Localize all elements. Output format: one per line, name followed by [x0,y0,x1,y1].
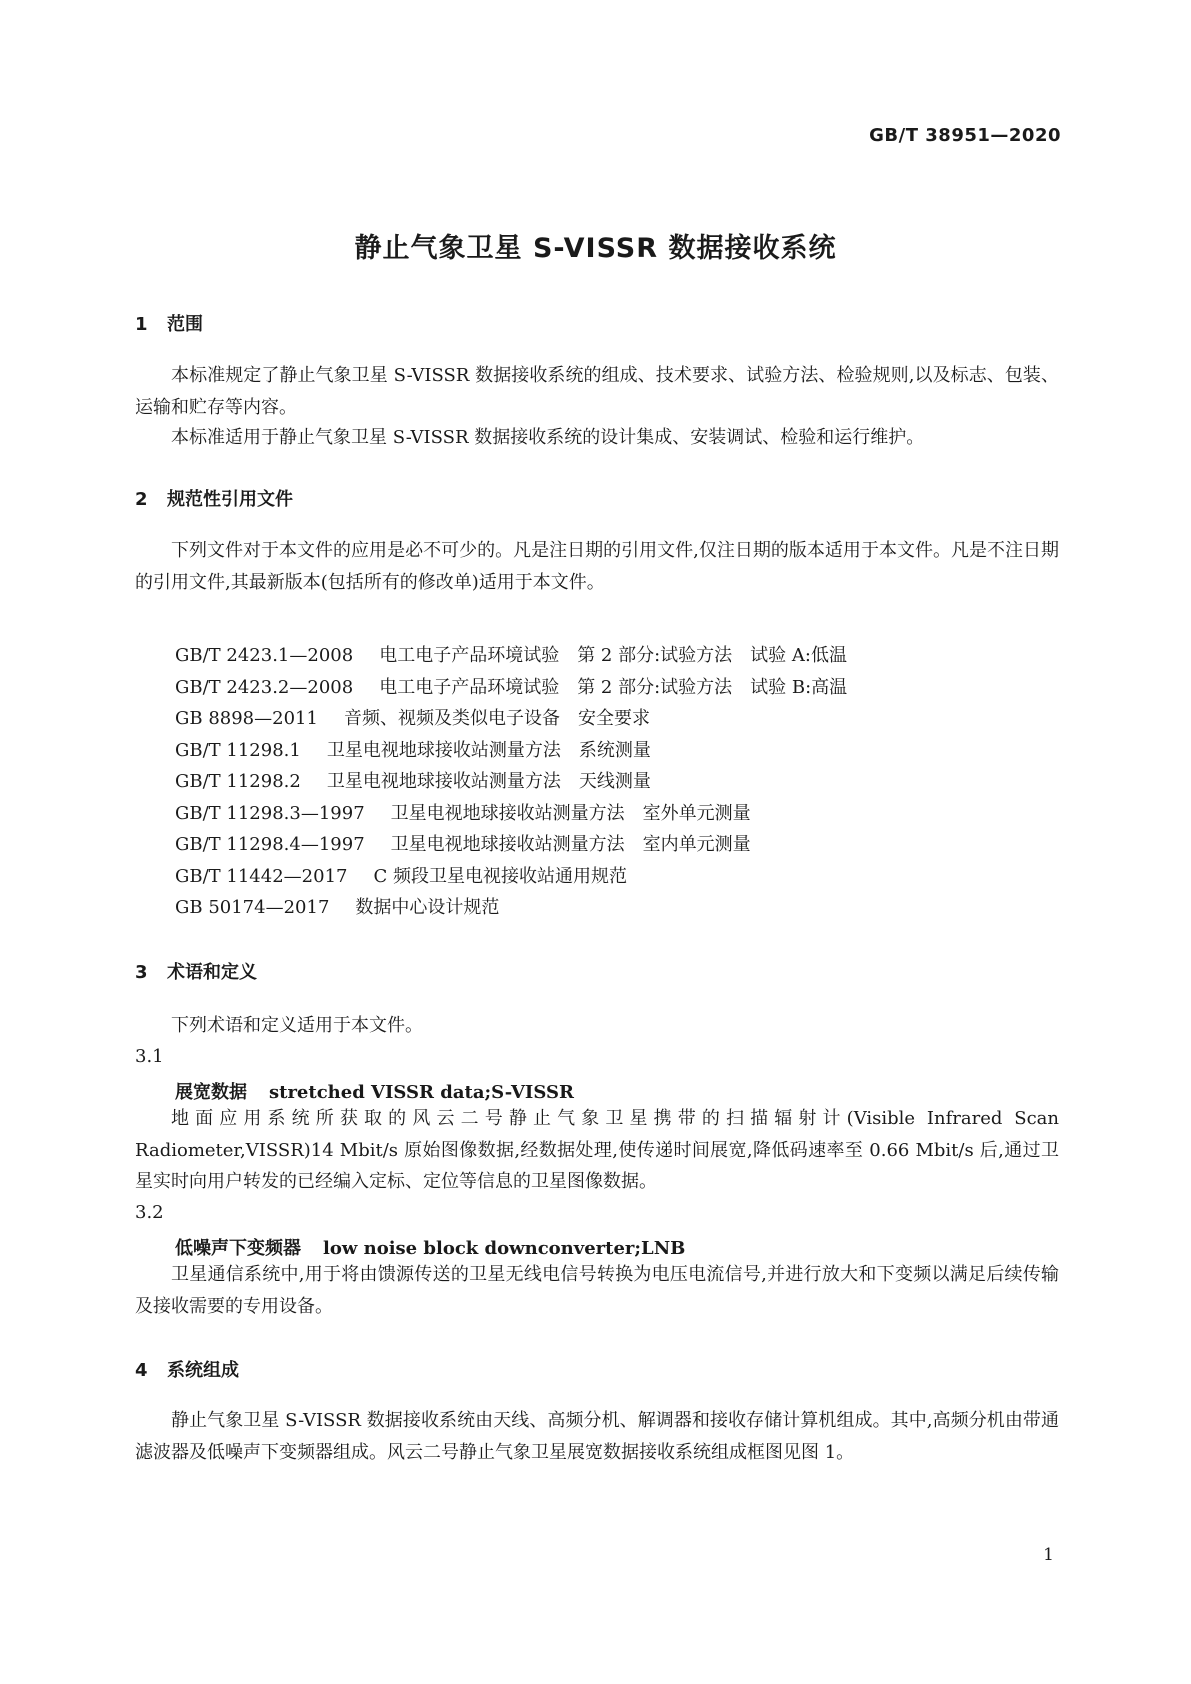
reference-item [175,829,847,861]
reference-title: 电工电子产品环境试验 第 2 部分:试验方法 试验 A:低温 [379,645,847,666]
term-heading [175,1078,574,1104]
reference-code: GB/T 11298.3—1997 [175,802,365,824]
section-heading-2 [135,485,293,511]
paragraph: 静止气象卫星 S-VISSR 数据接收系统由天线、高频分机、解调器和接收存储计算机组成。其中,高频分机由带通滤波器及低噪声下变频器组成。风云二号静止气象卫星展宽数据接收系统组成框图见图 1。 [135,1410,1059,1463]
reference-title: 卫星电视地球接收站测量方法 系统测量 [326,739,651,761]
section-number: 3 [135,962,148,983]
section-heading-4 [135,1356,239,1382]
reference-title: 音频、视频及类似电子设备 安全要求 [343,708,650,729]
section-title: 规范性引用文件 [167,489,293,510]
term-definition: 卫星通信系统中,用于将由馈源传送的卫星无线电信号转换为电压电流信号,并进行放大和下变频以满足后续传输及接收需要的专用设备。 [135,1264,1059,1317]
document-title: 静止气象卫星 S-VISSR 数据接收系统 [354,233,837,264]
reference-item [175,735,847,767]
paragraph: 本标准适用于静止气象卫星 S-VISSR 数据接收系统的设计集成、安装调试、检验和运行维护。 [171,427,925,448]
term-name-en: stretched VISSR data;S-VISSR [269,1082,574,1103]
reference-item [175,861,847,893]
reference-item [175,766,847,798]
reference-title: C 频段卫星电视接收站通用规范 [373,865,627,887]
normative-reference-list [175,640,847,924]
reference-item [175,798,847,830]
section-number: 1 [135,314,148,335]
term-name-zh: 展宽数据 [175,1082,247,1103]
reference-item [175,640,847,672]
term-heading [175,1234,685,1260]
reference-code: GB/T 2423.2—2008 [175,676,354,698]
reference-code: GB/T 11298.1 [175,739,301,761]
section-title: 术语和定义 [167,962,257,983]
term-name-zh: 低噪声下变频器 [175,1238,301,1259]
reference-title: 电工电子产品环境试验 第 2 部分:试验方法 试验 B:高温 [379,676,848,698]
page-number: 1 [1043,1545,1054,1565]
section-heading-3 [135,958,257,984]
paragraph: 本标准规定了静止气象卫星 S-VISSR 数据接收系统的组成、技术要求、试验方法、检验规则,以及标志、包装、运输和贮存等内容。 [135,365,1059,418]
reference-title: 卫星电视地球接收站测量方法 室内单元测量 [390,834,751,855]
term-name-en: low noise block downconverter;LNB [323,1238,686,1259]
reference-code: GB 8898—2011 [175,708,318,729]
reference-item [175,892,847,924]
section-number: 2 [135,489,148,510]
section-heading-1 [135,310,203,336]
reference-title: 卫星电视地球接收站测量方法 室外单元测量 [390,802,751,824]
reference-item [175,703,847,735]
reference-code: GB 50174—2017 [175,897,330,918]
section-number: 4 [135,1360,148,1381]
reference-title: 卫星电视地球接收站测量方法 天线测量 [326,771,651,792]
reference-title: 数据中心设计规范 [355,897,500,918]
reference-code: GB/T 11298.4—1997 [175,834,365,855]
reference-code: GB/T 11442—2017 [175,865,348,887]
term-number: 3.2 [135,1202,164,1223]
reference-code: GB/T 2423.1—2008 [175,645,354,666]
standard-code: GB/T 38951—2020 [869,125,1061,146]
section-title: 系统组成 [167,1360,239,1381]
term-definition: 地面应用系统所获取的风云二号静止气象卫星携带的扫描辐射计(Visible Infrared Scan Radiometer,VISSR)14 Mbit/s 原始图像数据,经数据处理,使传递时间展宽,降低码速率至 0.66 Mbit/s 后,通过卫星实时向用户转发的已经编入定标、定位等信息的卫星图像数据。 [135,1108,1059,1192]
section-title: 范围 [167,314,203,335]
paragraph: 下列文件对于本文件的应用是必不可少的。凡是注日期的引用文件,仅注日期的版本适用于本文件。凡是不注日期的引用文件,其最新版本(包括所有的修改单)适用于本文件。 [135,540,1059,593]
reference-item [175,672,847,704]
paragraph: 下列术语和定义适用于本文件。 [171,1015,423,1036]
term-number: 3.1 [135,1046,164,1067]
reference-code: GB/T 11298.2 [175,771,301,792]
